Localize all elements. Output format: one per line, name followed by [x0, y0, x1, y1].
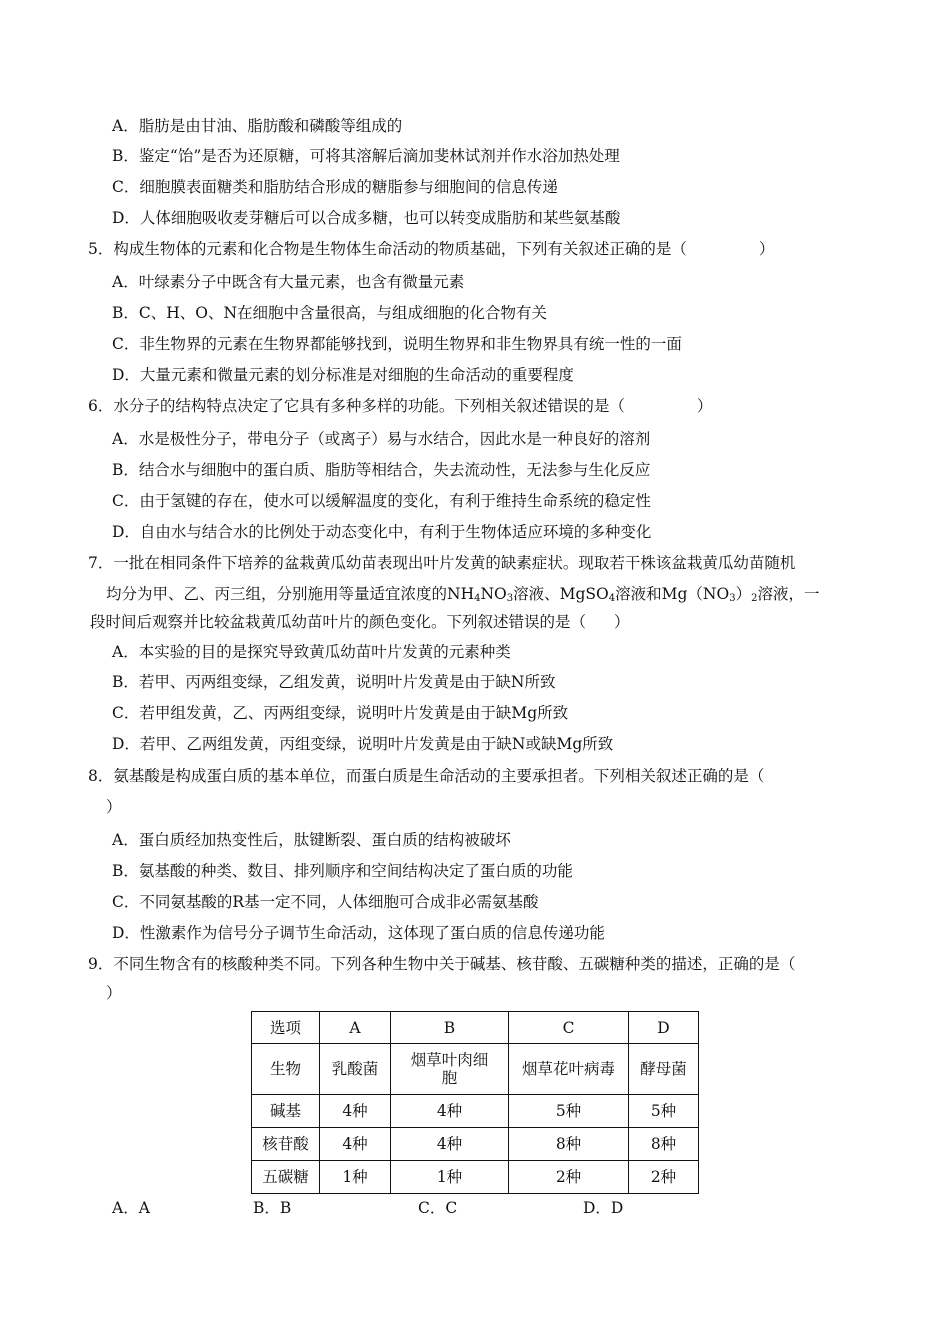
- q7-option-d: D．若甲、乙两组发黄，丙组变绿，说明叶片发黄是由于缺N或缺Mg所致: [112, 735, 614, 753]
- table-cell: C: [509, 1012, 629, 1044]
- q9-stem-line2: ）: [106, 984, 122, 1002]
- q6-option-c: C．由于氢键的存在，使水可以缓解温度的变化，有利于维持生命系统的稳定性: [112, 492, 651, 510]
- table-cell: 4种: [320, 1095, 391, 1128]
- table-cell: 五碳糖: [252, 1161, 320, 1194]
- q7-stem-line3: [90, 612, 630, 632]
- table-cell: 8种: [629, 1128, 699, 1161]
- table-cell: A: [320, 1012, 391, 1044]
- q6-option-a: A．水是极性分子，带电分子（或离子）易与水结合，因此水是一种良好的溶剂: [112, 430, 651, 448]
- q9-table: [251, 1011, 699, 1194]
- q7-sub-1: 4: [474, 593, 481, 604]
- q6-stem: [88, 396, 712, 416]
- q7-sub-3: 4: [608, 593, 616, 604]
- q4-option-b: B．鉴定“饴”是否为还原糖，可将其溶解后滴加斐林试剂并作水浴加热处理: [112, 147, 620, 165]
- table-row: [252, 1044, 699, 1095]
- table-cell: 1种: [320, 1161, 391, 1194]
- q7-sub-2: 3: [506, 593, 514, 604]
- table-cell: [391, 1044, 509, 1095]
- q6-stem-text: 6．水分子的结构特点决定了它具有多种多样的功能。下列相关叙述错误的是（: [88, 397, 625, 415]
- q9-answer-d: D．D: [583, 1199, 624, 1217]
- table-cell: 4种: [391, 1128, 509, 1161]
- table-cell: 2种: [629, 1161, 699, 1194]
- q9-answer-b: B．B: [253, 1199, 292, 1217]
- table-cell: 酵母菌: [629, 1044, 699, 1095]
- table-cell: 乳酸菌: [320, 1044, 391, 1095]
- q6-option-b: B．结合水与细胞中的蛋白质、脂肪等相结合，失去流动性，无法参与生化反应: [112, 461, 651, 479]
- q4-option-c: C．细胞膜表面糖类和脂肪结合形成的糖脂参与细胞间的信息传递: [112, 178, 558, 196]
- q7-stem-line2: [106, 584, 819, 604]
- table-cell: 烟草花叶病毒: [509, 1044, 629, 1095]
- q7-sub-4: 3: [729, 593, 736, 604]
- q7-text-e: ）: [735, 585, 752, 603]
- q5-option-d: D．大量元素和微量元素的划分标准是对细胞的生命活动的重要程度: [112, 366, 574, 384]
- q7-sub-5: 2: [751, 593, 758, 604]
- q5-option-c: C．非生物界的元素在生物界都能够找到，说明生物界和非生物界具有统一性的一面: [112, 335, 682, 353]
- table-cell: 生物: [252, 1044, 320, 1095]
- q5-option-b: B．C、H、O、N在细胞中含量很高，与组成细胞的化合物有关: [112, 304, 548, 322]
- table-cell: 5种: [509, 1095, 629, 1128]
- q5-stem-text: 5．构成生物体的元素和化合物是生物体生命活动的物质基础，下列有关叙述正确的是（: [88, 240, 687, 258]
- q7-text-b: NO: [480, 585, 507, 603]
- table-cell: 2种: [509, 1161, 629, 1194]
- q4-option-a: A．脂肪是由甘油、脂肪酸和磷酸等组成的: [112, 117, 403, 135]
- table-cell-wrapped: 烟草叶肉细胞: [410, 1051, 489, 1087]
- table-cell: 1种: [391, 1161, 509, 1194]
- q7-text-a: 均分为甲、乙、丙三组，分别施用等量适宜浓度的NH: [106, 585, 475, 603]
- q8-option-a: A．蛋白质经加热变性后，肽键断裂、蛋白质的结构被破坏: [112, 831, 511, 849]
- table-row-header: [252, 1012, 699, 1044]
- q8-stem-line2: ）: [106, 798, 122, 816]
- table-cell: 5种: [629, 1095, 699, 1128]
- table-cell: B: [391, 1012, 509, 1044]
- q5-stem: [88, 239, 774, 259]
- q7-option-c: C．若甲组发黄，乙、丙两组变绿，说明叶片发黄是由于缺Mg所致: [112, 704, 569, 722]
- q7-text-f: 溶液，一: [757, 585, 820, 603]
- q8-option-b: B．氨基酸的种类、数目、排列顺序和空间结构决定了蛋白质的功能: [112, 862, 573, 880]
- q7-line3-text: 段时间后观察并比较盆栽黄瓜幼苗叶片的颜色变化。下列叙述错误的是（: [90, 613, 587, 631]
- q8-option-d: D．性激素作为信号分子调节生命活动，这体现了蛋白质的信息传递功能: [112, 924, 605, 942]
- table-cell: 4种: [320, 1128, 391, 1161]
- q8-option-c: C．不同氨基酸的R基一定不同，人体细胞可合成非必需氨基酸: [112, 893, 539, 911]
- table-cell: D: [629, 1012, 699, 1044]
- q7-stem-line1: 7．一批在相同条件下培养的盆栽黄瓜幼苗表现出叶片发黄的缺素症状。现取若干株该盆栽黄瓜幼苗随机: [88, 554, 796, 572]
- q9-stem-line1: 9．不同生物含有的核酸种类不同。下列各种生物中关于碱基、核苷酸、五碳糖种类的描述，正确的是（: [88, 955, 796, 973]
- q4-option-d: D．人体细胞吸收麦芽糖后可以合成多糖，也可以转变成脂肪和某些氨基酸: [112, 209, 621, 227]
- table-row: [252, 1128, 699, 1161]
- q7-option-a: A．本实验的目的是探究导致黄瓜幼苗叶片发黄的元素种类: [112, 643, 511, 661]
- table-cell: 选项: [252, 1012, 320, 1044]
- q8-stem-line1: 8．氨基酸是构成蛋白质的基本单位，而蛋白质是生命活动的主要承担者。下列相关叙述正确的是（: [88, 767, 765, 785]
- table-cell: 8种: [509, 1128, 629, 1161]
- table-cell: 碱基: [252, 1095, 320, 1128]
- q7-option-b: B．若甲、丙两组变绿，乙组发黄，说明叶片发黄是由于缺N所致: [112, 673, 556, 691]
- q7-line3-close: ）: [614, 613, 630, 631]
- q5-stem-close: ）: [758, 240, 775, 258]
- table-row: [252, 1161, 699, 1194]
- q6-stem-close: ）: [696, 397, 713, 415]
- q7-text-d: 溶液和Mg（NO: [615, 585, 730, 603]
- q9-answer-c: C．C: [418, 1199, 458, 1217]
- q5-option-a: A．叶绿素分子中既含有大量元素，也含有微量元素: [112, 273, 465, 291]
- q7-text-c: 溶液、MgSO: [513, 585, 609, 603]
- q9-answer-a: A．A: [112, 1199, 150, 1217]
- q6-option-d: D．自由水与结合水的比例处于动态变化中，有利于生物体适应环境的多种变化: [112, 523, 652, 541]
- table-row: [252, 1095, 699, 1128]
- table-cell: 4种: [391, 1095, 509, 1128]
- table-cell: 核苷酸: [252, 1128, 320, 1161]
